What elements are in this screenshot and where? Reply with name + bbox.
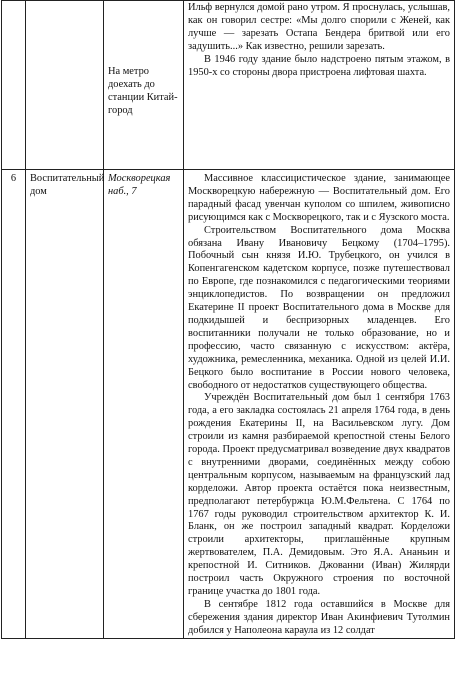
row-number-cell: 6 [2,170,26,639]
description-paragraph: Массивное классицистическое здание, занимающее Москворецкую набережную — Воспитательный дом. Его парадный фасад увенчан куполом со шпилем, живописно рисующимся как с Москворецкого, так и с Яузского моста. [188,173,450,223]
row-name-cell [26,1,104,170]
description-cell [184,170,455,639]
table-row [2,1,455,170]
metro-directions: На метро доехать до станции Китай-город [108,66,178,116]
description-paragraph: В сентябре 1812 года оставшийся в Москве для сбережения здания директор Иван Акинфиевич Тутолмин добился у Наполеона караула из 12 солдат [188,598,450,636]
location-cell: Москворецкая наб., 7 [104,170,184,639]
landmarks-table [1,0,455,639]
table-row [2,170,455,639]
row-name-cell: Воспитательный дом [26,170,104,639]
location-cell [104,1,184,170]
description-paragraph: Учреждён Воспитательный дом был 1 сентября 1763 года, а его закладка состоялась 21 апреля 1764 года, в день рождения Екатерины II, на Васильевском лугу. Дом строили из камня разбираемой крепостной стены Белого города. Проект предусматривал возведение двух квадратов с внутренними дворами, соединённых между собою центральным корпусом, называемым на французский лад корделожи. Автор проекта остаётся пока неизвестным, предполагают петербуржца Ю.М.Фельтена. С 1764 по 1767 годы руководил строительством архитектор К. И. Бланк, он же построил западный квадрат. Корделожи строили архитекторы, приглашённые крупным жертвователем, П.А. Демидовым. Это Я.А. Ананьин и крепостной И. Ситников. Джованни (Иван) Жилярди построил часть Окружного строения по восточной границе участка до 1801 года. [188,392,450,597]
row-number-cell [2,1,26,170]
description-paragraph: В 1946 году здание было надстроено пятым этажом, в 1950-х со стороны двора пристроена лифтовая шахта. [188,53,450,78]
description-cell [184,1,455,170]
description-paragraph: Ильф вернулся домой рано утром. Я проснулась, услышав, как он говорил сестре: «Мы долго спорили с Женей, как лучше — зарезать Остапа Бендера бритвой или его задушить...» Как известно, решили зарезать. [188,2,450,52]
description-paragraph: Строительством Воспитательного дома Москва обязана Ивану Ивановичу Бецкому (1704–1795). Побочный сын князя И.Ю. Трубецкого, он учился в Копенгагенском кадетском корпусе, позже путешествовал по Европе, где познакомился с педагогическими теориями энциклопедистов. По возвращении он предложил Екатерине II проект Воспитательного дома в Москве для подкидышей и беспризорных младенцев. Его воспитанники получали не только образование, но и профессию, часто связанную с искусством: актёра, художника, ремесленника, механика. Одной из целей И.И. Бецкого было воспитание в России нового человека, свободного от недостатков существующего общества. [188,224,450,391]
